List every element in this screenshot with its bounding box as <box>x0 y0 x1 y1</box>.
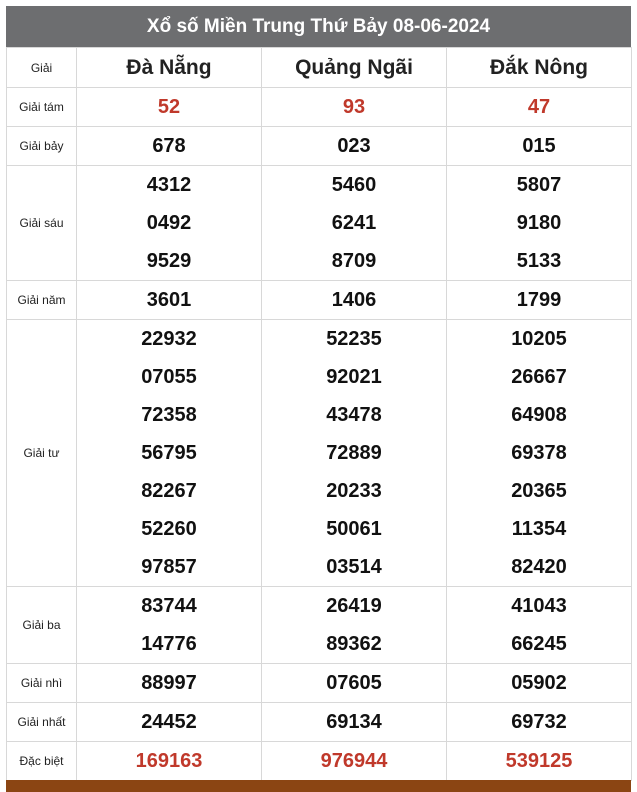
winning-number: 9180 <box>516 212 562 234</box>
winning-number: 1799 <box>516 289 562 311</box>
prize-label: Giải tám <box>7 88 77 127</box>
prize-cell <box>262 166 447 281</box>
header-row <box>7 48 632 88</box>
winning-number: 52260 <box>141 518 197 540</box>
winning-number: 10205 <box>511 328 567 350</box>
prize-cell <box>262 664 447 703</box>
winning-number: 56795 <box>141 442 197 464</box>
province-header: Đắk Nông <box>447 48 632 88</box>
winning-number: 976944 <box>320 750 388 772</box>
prize-cell <box>262 703 447 742</box>
prize-label: Giải tư <box>7 320 77 587</box>
winning-number: 03514 <box>326 556 382 578</box>
winning-number: 41043 <box>511 595 567 617</box>
prize-cell <box>262 320 447 587</box>
prize-cell <box>77 88 262 127</box>
winning-number: 20365 <box>511 480 567 502</box>
prize-cell <box>262 88 447 127</box>
prize-cell <box>447 742 632 781</box>
winning-number: 52235 <box>326 328 382 350</box>
prize-cell <box>447 88 632 127</box>
prize-cell <box>447 703 632 742</box>
prize-row <box>7 281 632 320</box>
prize-column-header: Giải <box>7 48 77 88</box>
winning-number: 83744 <box>141 595 197 617</box>
winning-number: 20233 <box>326 480 382 502</box>
prize-row <box>7 587 632 664</box>
prize-cell <box>262 742 447 781</box>
winning-number: 9529 <box>146 250 192 272</box>
winning-number: 6241 <box>331 212 377 234</box>
prize-cell <box>262 587 447 664</box>
winning-number: 22932 <box>141 328 197 350</box>
prize-cell <box>447 320 632 587</box>
winning-number: 169163 <box>135 750 203 772</box>
winning-number: 52 <box>157 96 181 118</box>
winning-number: 1406 <box>331 289 377 311</box>
prize-label: Đặc biệt <box>7 742 77 781</box>
prize-cell <box>77 166 262 281</box>
prize-label: Giải nhì <box>7 664 77 703</box>
winning-number: 88997 <box>141 672 197 694</box>
winning-number: 93 <box>342 96 366 118</box>
prize-cell <box>77 281 262 320</box>
winning-number: 5807 <box>516 174 562 196</box>
winning-number: 89362 <box>326 633 382 655</box>
winning-number: 8709 <box>331 250 377 272</box>
winning-number: 015 <box>522 135 556 157</box>
province-header: Đà Nẵng <box>77 48 262 88</box>
page-title: Xổ số Miền Trung Thứ Bảy 08-06-2024 <box>6 6 631 47</box>
winning-number: 26419 <box>326 595 382 617</box>
prize-row <box>7 320 632 587</box>
province-header: Quảng Ngãi <box>262 48 447 88</box>
winning-number: 26667 <box>511 366 567 388</box>
winning-number: 43478 <box>326 404 382 426</box>
winning-number: 4312 <box>146 174 192 196</box>
winning-number: 24452 <box>141 711 197 733</box>
prize-cell <box>77 320 262 587</box>
winning-number: 5460 <box>331 174 377 196</box>
winning-number: 14776 <box>141 633 197 655</box>
prize-label: Giải nhất <box>7 703 77 742</box>
prize-label: Giải sáu <box>7 166 77 281</box>
winning-number: 92021 <box>326 366 382 388</box>
prize-cell <box>77 742 262 781</box>
winning-number: 64908 <box>511 404 567 426</box>
prize-row <box>7 742 632 781</box>
prize-row <box>7 127 632 166</box>
winning-number: 5133 <box>516 250 562 272</box>
winning-number: 3601 <box>146 289 192 311</box>
winning-number: 47 <box>527 96 551 118</box>
prize-cell <box>447 587 632 664</box>
prize-label: Giải bảy <box>7 127 77 166</box>
prize-cell <box>447 166 632 281</box>
results-table <box>6 47 632 781</box>
prize-cell <box>262 281 447 320</box>
winning-number: 82420 <box>511 556 567 578</box>
prize-label: Giải năm <box>7 281 77 320</box>
prize-cell <box>77 703 262 742</box>
winning-number: 0492 <box>146 212 192 234</box>
prize-cell <box>262 127 447 166</box>
winning-number: 72358 <box>141 404 197 426</box>
prize-row <box>7 703 632 742</box>
winning-number: 07055 <box>141 366 197 388</box>
prize-cell <box>77 664 262 703</box>
prize-cell <box>77 127 262 166</box>
prize-row <box>7 166 632 281</box>
prize-row <box>7 88 632 127</box>
winning-number: 07605 <box>326 672 382 694</box>
winning-number: 023 <box>337 135 371 157</box>
prize-cell <box>447 281 632 320</box>
winning-number: 69378 <box>511 442 567 464</box>
winning-number: 11354 <box>511 518 567 540</box>
prize-label: Giải ba <box>7 587 77 664</box>
footer-bar <box>6 780 631 792</box>
winning-number: 50061 <box>326 518 382 540</box>
winning-number: 539125 <box>505 750 573 772</box>
prize-cell <box>77 587 262 664</box>
winning-number: 69134 <box>326 711 382 733</box>
winning-number: 66245 <box>511 633 567 655</box>
prize-cell <box>447 127 632 166</box>
prize-row <box>7 664 632 703</box>
winning-number: 69732 <box>511 711 567 733</box>
prize-cell <box>447 664 632 703</box>
winning-number: 72889 <box>326 442 382 464</box>
winning-number: 678 <box>152 135 186 157</box>
winning-number: 97857 <box>141 556 197 578</box>
winning-number: 82267 <box>141 480 197 502</box>
winning-number: 05902 <box>511 672 567 694</box>
